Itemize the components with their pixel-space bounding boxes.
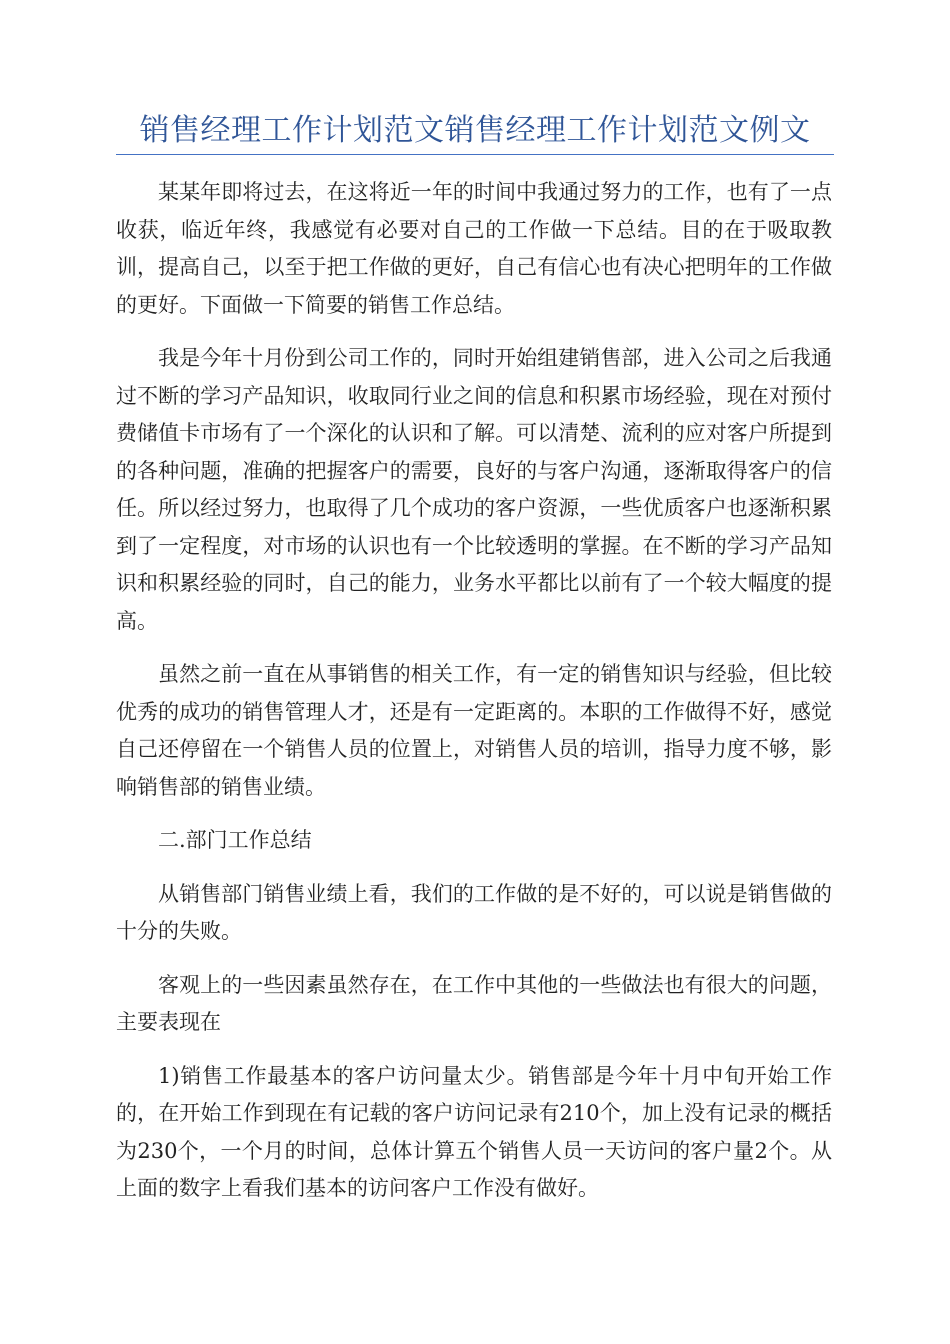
paragraph-experience: 我是今年十月份到公司工作的，同时开始组建销售部，进入公司之后我通过不断的学习产品知识，收取同行业之间的信息和积累市场经验，现在对预付费储值卡市场有了一个深化的认识和了解。可以清楚、流利的应对客户所提到的各种问题，准确的把握客户的需要，良好的与客户沟通，逐渐取得客户的信任。所以经过努力，也取得了几个成功的客户资源，一些优质客户也逐渐积累到了一定程度，对市场的认识也有一个比较透明的掌握。在不断的学习产品知识和积累经验的同时，自己的能力，业务水平都比以前有了一个较大幅度的提高。 <box>116 346 832 633</box>
paragraph-intro: 某某年即将过去，在这将近一年的时间中我通过努力的工作，也有了一点收获，临近年终，我感觉有必要对自己的工作做一下总结。目的在于吸取教训，提高自己，以至于把工作做的更好，自己有信心也有决心把明年的工作做的更好。下面做一下简要的销售工作总结。 <box>116 180 832 317</box>
section-heading-department-summary: 二.部门工作总结 <box>158 828 312 852</box>
document-body <box>116 174 832 1224</box>
document-title: 销售经理工作计划范文销售经理工作计划范文例文 <box>139 113 811 148</box>
paragraph-sales-performance: 从销售部门销售业绩上看，我们的工作做的是不好的，可以说是销售做的十分的失败。 <box>116 881 832 943</box>
paragraph-problem-1: 1)销售工作最基本的客户访问量太少。销售部是今年十月中旬开始工作的，在开始工作到现在有记载的客户访问记录有210个，加上没有记录的概括为230个，一个月的时间，总体计算五个销售人员一天访问的客户量2个。从上面的数字上看我们基本的访问客户工作没有做好。 <box>116 1063 832 1200</box>
paragraph-problems-intro: 客观上的一些因素虽然存在，在工作中其他的一些做法也有很大的问题，主要表现在 <box>116 972 832 1034</box>
paragraph-shortcomings: 虽然之前一直在从事销售的相关工作，有一定的销售知识与经验，但比较优秀的成功的销售管理人才，还是有一定距离的。本职的工作做得不好，感觉自己还停留在一个销售人员的位置上，对销售人员的培训，指导力度不够，影响销售部的销售业绩。 <box>116 662 832 799</box>
title-underline <box>116 154 834 155</box>
